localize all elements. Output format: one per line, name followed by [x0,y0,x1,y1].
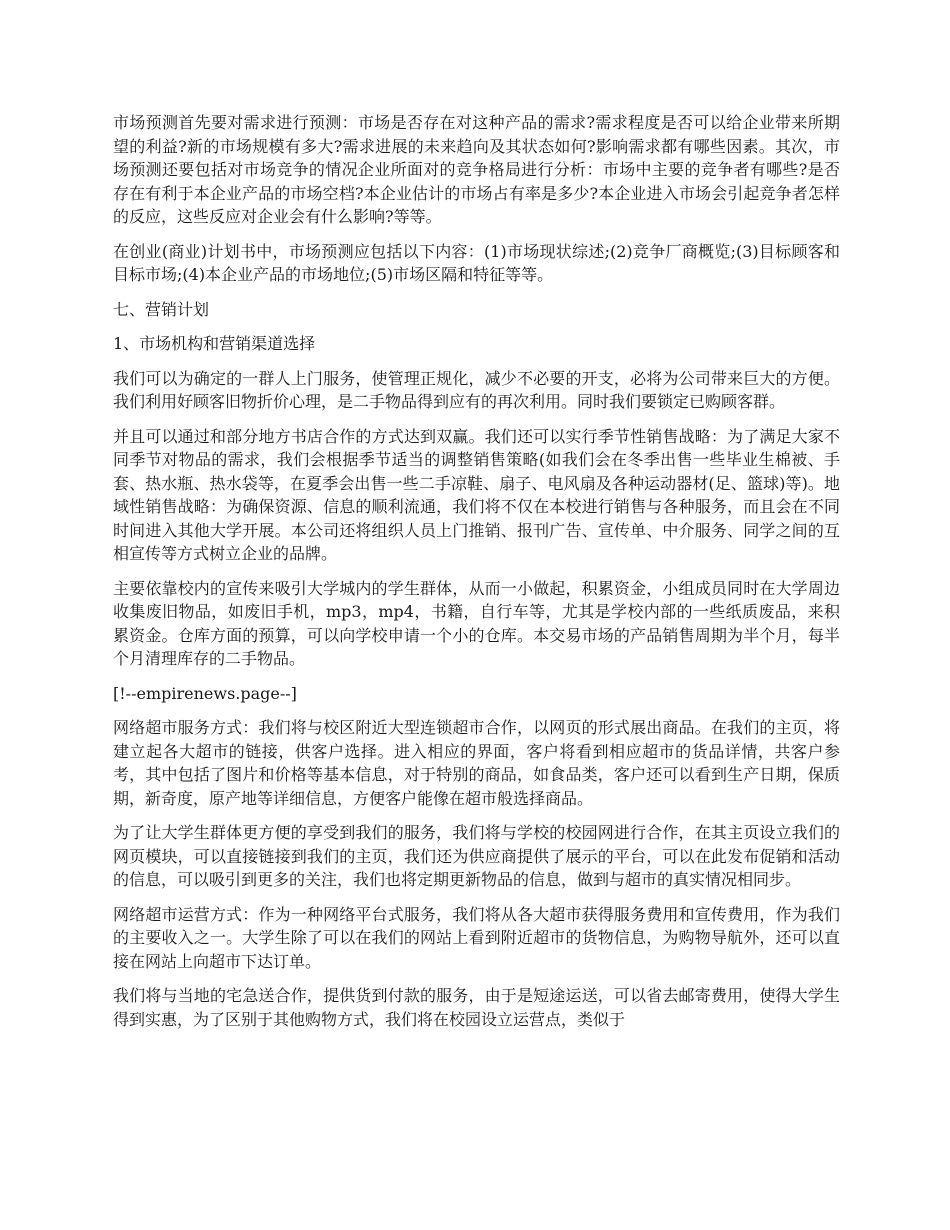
paragraph-market-forecast: 市场预测首先要对需求进行预测：市场是否存在对这种产品的需求?需求程度是否可以给企业带来所期望的利益?新的市场规模有多大?需求进展的未来趋向及其状态如何?影响需求都有哪些因素。其次，市场预测还要包括对市场竞争的情况企业所面对的竞争格局进行分析：市场中主要的竞争者有哪些?是否存在有利于本企业产品的市场空档?本企业估计的市场占有率是多少?本企业进入市场会引起竞争者怎样的反应，这些反应对企业会有什么影响?等等。 [113,113,840,226]
subsection-heading-channels: 1、市场机构和营销渠道选择 [113,334,316,353]
paragraph-campus-network: 为了让大学生群体更方便的享受到我们的服务，我们将与学校的校园网进行合作，在其主页设立我们的网页模块，可以直接链接到我们的主页，我们还为供应商提供了展示的平台，可以在此发布促销和活动的信息，可以吸引到更多的关注，我们也将定期更新物品的信息，做到与超市的真实情况相同步。 [113,823,840,889]
paragraph-online-supermarket-service: 网络超市服务方式：我们将与校区附近大型连锁超市合作，以网页的形式展出商品。在我们的主页，将建立起各大超市的链接，供客户选择。进入相应的界面，客户将看到相应超市的货品详情，共客户参考，其中包括了图片和价格等基本信息，对于特别的商品，如食品类，客户还可以看到生产日期，保质期，新奇度，原产地等详细信息，方便客户能像在超市般选择商品。 [113,718,840,808]
paragraph-forecast-contents: 在创业(商业)计划书中，市场预测应包括以下内容：(1)市场现状综述;(2)竞争厂商概览;(3)目标顾客和目标市场;(4)本企业产品的市场地位;(5)市场区隔和特征等等。 [113,241,840,284]
paragraph-online-supermarket-operation: 网络超市运营方式：作为一种网络平台式服务，我们将从各大超市获得服务费用和宣传费用，作为我们的主要收入之一。大学生除了可以在我们的网站上看到附近超市的货物信息，为购物导航外，还可以直接在网站上向超市下达订单。 [113,904,840,971]
paragraph-express-delivery: 我们将与当地的宅急送合作，提供货到付款的服务，由于是短途运送，可以省去邮寄费用，使得大学生得到实惠，为了区别于其他购物方式，我们将在校园设立运营点，类似于 [113,986,840,1029]
paragraph-campus-promotion: 主要依靠校内的宣传来吸引大学城内的学生群体，从而一小做起，积累资金，小组成员同时在大学周边收集废旧物品，如废旧手机，mp3，mp4，书籍，自行车等，尤其是学校内部的一些纸质废品，来积累资金。仓库方面的预算，可以向学校申请一个小的仓库。本交易市场的产品销售周期为半个月，每半个月清理库存的二手物品。 [113,578,840,668]
paragraph-seasonal-strategy: 并且可以通过和部分地方书店合作的方式达到双赢。我们还可以实行季节性销售战略：为了满足大家不同季节对物品的需求，我们会根据季节适当的调整销售策略(如我们会在冬季出售一些毕业生棉被、手套、热水瓶、热水袋等，在夏季会出售一些二手凉鞋、扇子、电风扇及各种运动器材(足、篮球)等)。地域性销售战略：为确保资源、信息的顺利流通，我们将不仅在本校进行销售与各种服务，而且会在不同时间进入其他大学开展。本公司还将组织人员上门推销、报刊广告、宣传单、中介服务、同学之间的互相宣传等方式树立企业的品牌。 [113,426,840,563]
paragraph-door-service: 我们可以为确定的一群人上门服务，使管理正规化，减少不必要的开支，必将为公司带来巨大的方便。我们利用好顾客旧物折价心理，是二手物品得到应有的再次利用。同时我们要锁定已购顾客群。 [113,368,840,411]
document-body [113,111,840,1042]
section-heading-marketing-plan: 七、营销计划 [113,299,210,319]
page-break-marker: [!--empirenews.page--] [113,683,297,703]
